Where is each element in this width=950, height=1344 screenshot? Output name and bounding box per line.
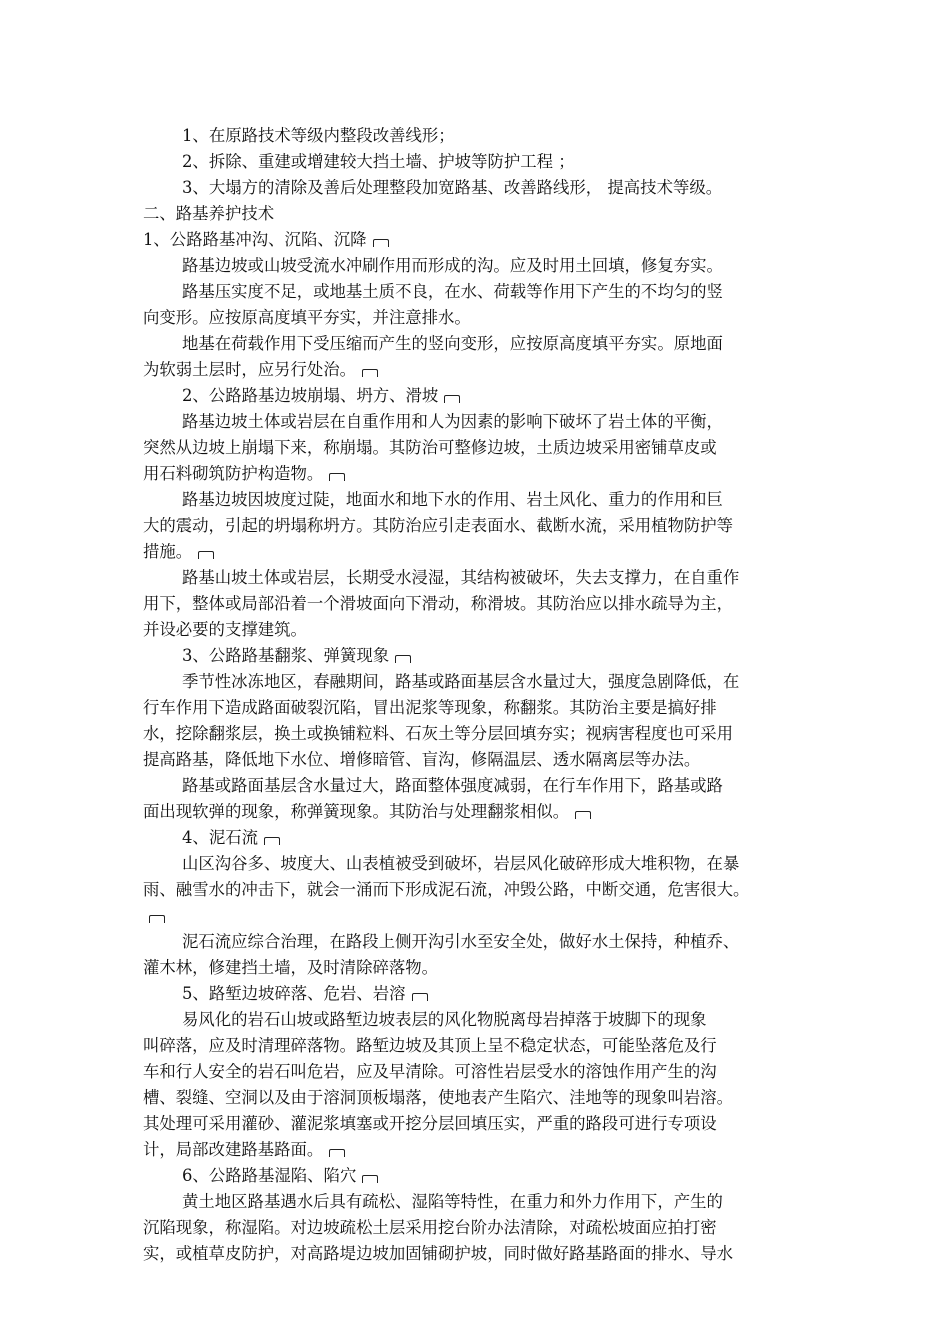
line-text: 泥石流应综合治理，在路段上侧开沟引水至安全处，做好水土保持，种植乔、 bbox=[182, 932, 740, 951]
line-text: 1、在原路技术等级内整段改善线形； bbox=[182, 126, 455, 145]
text-line bbox=[143, 175, 811, 201]
text-line bbox=[143, 383, 811, 409]
text-line bbox=[143, 981, 811, 1007]
line-text: 行车作用下造成路面破裂沉陷，冒出泥浆等现象，称翻浆。其防治主要是搞好排 bbox=[143, 698, 717, 717]
text-line bbox=[143, 461, 811, 487]
paragraph-mark-icon bbox=[575, 811, 591, 819]
line-text: 路基山坡土体或岩层，长期受水浸湿，其结构被破坏，失去支撑力，在自重作 bbox=[182, 568, 740, 587]
text-line bbox=[143, 747, 811, 773]
paragraph-mark-icon bbox=[444, 395, 460, 403]
paragraph-mark-icon bbox=[149, 915, 165, 923]
paragraph-mark-icon bbox=[198, 551, 214, 559]
text-line bbox=[143, 435, 811, 461]
text-line bbox=[143, 279, 811, 305]
line-text: 雨、融雪水的冲击下，就会一涌而下形成泥石流，冲毁公路，中断交通，危害很大。 bbox=[143, 880, 750, 899]
text-line bbox=[143, 773, 811, 799]
line-text: 易风化的岩石山坡或路堑边坡表层的风化物脱离母岩掉落于坡脚下的现象 bbox=[182, 1010, 707, 1029]
line-text: 其处理可采用灌砂、灌泥浆填塞或开挖分层回填压实，严重的路段可进行专项设 bbox=[143, 1114, 717, 1133]
paragraph-mark-icon bbox=[412, 993, 428, 1001]
text-line bbox=[143, 669, 811, 695]
line-text: 3、大塌方的清除及善后处理整段加宽路基、改善路线形， 提高技术等级。 bbox=[182, 178, 723, 197]
text-line bbox=[143, 851, 811, 877]
text-line bbox=[143, 357, 811, 383]
line-text: 车和行人安全的岩石叫危岩，应及早清除。可溶性岩层受水的溶蚀作用产生的沟 bbox=[143, 1062, 717, 1081]
text-line bbox=[143, 1215, 811, 1241]
text-line bbox=[143, 1007, 811, 1033]
text-line bbox=[143, 721, 811, 747]
text-line bbox=[143, 253, 811, 279]
paragraph-mark-icon bbox=[395, 655, 411, 663]
line-text: 用石料砌筑防护构造物。 bbox=[143, 464, 324, 483]
text-line bbox=[143, 565, 811, 591]
line-text: 路基或路面基层含水量过大，路面整体强度减弱，在行车作用下，路基或路 bbox=[182, 776, 723, 795]
text-line bbox=[143, 1241, 811, 1267]
line-text: 面出现软弹的现象，称弹簧现象。其防治与处理翻浆相似。 bbox=[143, 802, 570, 821]
line-text: 二、路基养护技术 bbox=[143, 204, 275, 223]
text-line bbox=[143, 1085, 811, 1111]
text-line bbox=[143, 1137, 811, 1163]
text-line bbox=[143, 487, 811, 513]
line-text: 黄土地区路基遇水后具有疏松、湿陷等特性，在重力和外力作用下，产生的 bbox=[182, 1192, 723, 1211]
line-text: 用下，整体或局部沿着一个滑坡面向下滑动，称滑坡。其防治应以排水疏导为主， bbox=[143, 594, 734, 613]
line-text: 水，挖除翻浆层，换土或换铺粒料、石灰土等分层回填夯实；视病害程度也可采用 bbox=[143, 724, 734, 743]
text-line bbox=[143, 1163, 811, 1189]
text-line bbox=[143, 1189, 811, 1215]
text-line bbox=[143, 149, 811, 175]
text-line bbox=[143, 539, 811, 565]
line-text: 计，局部改建路基路面。 bbox=[143, 1140, 324, 1159]
text-line bbox=[143, 227, 811, 253]
line-text: 山区沟谷多、坡度大、山表植被受到破坏，岩层风化破碎形成大堆积物，在暴 bbox=[182, 854, 740, 873]
text-line bbox=[143, 305, 811, 331]
text-line bbox=[143, 955, 811, 981]
line-text: 灌木林，修建挡土墙，及时清除碎落物。 bbox=[143, 958, 439, 977]
line-text: 实，或植草皮防护，对高路堤边坡加固铺砌护坡，同时做好路基路面的排水、导水 bbox=[143, 1244, 734, 1263]
paragraph-mark-icon bbox=[362, 1175, 378, 1183]
text-line bbox=[143, 201, 811, 227]
line-text: 路基边坡土体或岩层在自重作用和人为因素的影响下破坏了岩土体的平衡， bbox=[182, 412, 723, 431]
line-text: 大的震动，引起的坍塌称坍方。其防治应引走表面水、截断水流，采用植物防护等 bbox=[143, 516, 734, 535]
text-line bbox=[143, 1111, 811, 1137]
line-text: 叫碎落，应及时清理碎落物。路堑边坡及其顶上呈不稳定状态，可能坠落危及行 bbox=[143, 1036, 717, 1055]
line-text: 2、公路路基边坡崩塌、坍方、滑坡 bbox=[182, 386, 439, 405]
line-text: 槽、裂缝、空洞以及由于溶洞顶板塌落，使地表产生陷穴、洼地等的现象叫岩溶。 bbox=[143, 1088, 734, 1107]
text-line bbox=[143, 1059, 811, 1085]
paragraph-mark-icon bbox=[264, 837, 280, 845]
text-line bbox=[143, 617, 811, 643]
line-text: 季节性冰冻地区，春融期间，路基或路面基层含水量过大，强度急剧降低，在 bbox=[182, 672, 740, 691]
paragraph-mark-icon bbox=[329, 473, 345, 481]
line-text: 沉陷现象，称湿陷。对边坡疏松土层采用挖台阶办法清除，对疏松坡面应拍打密 bbox=[143, 1218, 717, 1237]
line-text: 措施。 bbox=[143, 542, 193, 561]
line-text: 1、公路路基冲沟、沉陷、沉降 bbox=[143, 230, 367, 249]
text-line bbox=[143, 331, 811, 357]
text-line bbox=[143, 1033, 811, 1059]
line-text: 地基在荷载作用下受压缩而产生的竖向变形，应按原高度填平夯实。原地面 bbox=[182, 334, 723, 353]
line-text: 路基压实度不足，或地基土质不良，在水、荷载等作用下产生的不均匀的竖 bbox=[182, 282, 723, 301]
line-text: 5、路堑边坡碎落、危岩、岩溶 bbox=[182, 984, 406, 1003]
text-line bbox=[143, 903, 811, 929]
line-text: 4、泥石流 bbox=[182, 828, 258, 847]
text-line bbox=[143, 799, 811, 825]
text-line bbox=[143, 643, 811, 669]
line-text: 向变形。应按原高度填平夯实，并注意排水。 bbox=[143, 308, 471, 327]
line-text: 3、公路路基翻浆、弹簧现象 bbox=[182, 646, 390, 665]
document-page bbox=[143, 123, 811, 1267]
paragraph-mark-icon bbox=[362, 369, 378, 377]
text-line bbox=[143, 695, 811, 721]
text-line bbox=[143, 877, 811, 903]
line-text: 突然从边坡上崩塌下来，称崩塌。其防治可整修边坡，土质边坡采用密铺草皮或 bbox=[143, 438, 717, 457]
line-text: 6、公路路基湿陷、陷穴 bbox=[182, 1166, 357, 1185]
text-line bbox=[143, 409, 811, 435]
text-line bbox=[143, 123, 811, 149]
text-line bbox=[143, 825, 811, 851]
line-text: 2、拆除、重建或增建较大挡土墙、护坡等防护工程 ； bbox=[182, 152, 575, 171]
paragraph-mark-icon bbox=[329, 1149, 345, 1157]
line-text: 提高路基，降低地下水位、增修暗管、盲沟，修隔温层、透水隔离层等办法。 bbox=[143, 750, 701, 769]
line-text: 为软弱土层时，应另行处治。 bbox=[143, 360, 357, 379]
line-text: 并设必要的支撑建筑。 bbox=[143, 620, 307, 639]
text-line bbox=[143, 513, 811, 539]
text-line bbox=[143, 929, 811, 955]
paragraph-mark-icon bbox=[373, 239, 389, 247]
line-text: 路基边坡或山坡受流水冲刷作用而形成的沟。应及时用土回填，修复夯实。 bbox=[182, 256, 723, 275]
text-line bbox=[143, 591, 811, 617]
line-text: 路基边坡因坡度过陡，地面水和地下水的作用、岩土风化、重力的作用和巨 bbox=[182, 490, 723, 509]
